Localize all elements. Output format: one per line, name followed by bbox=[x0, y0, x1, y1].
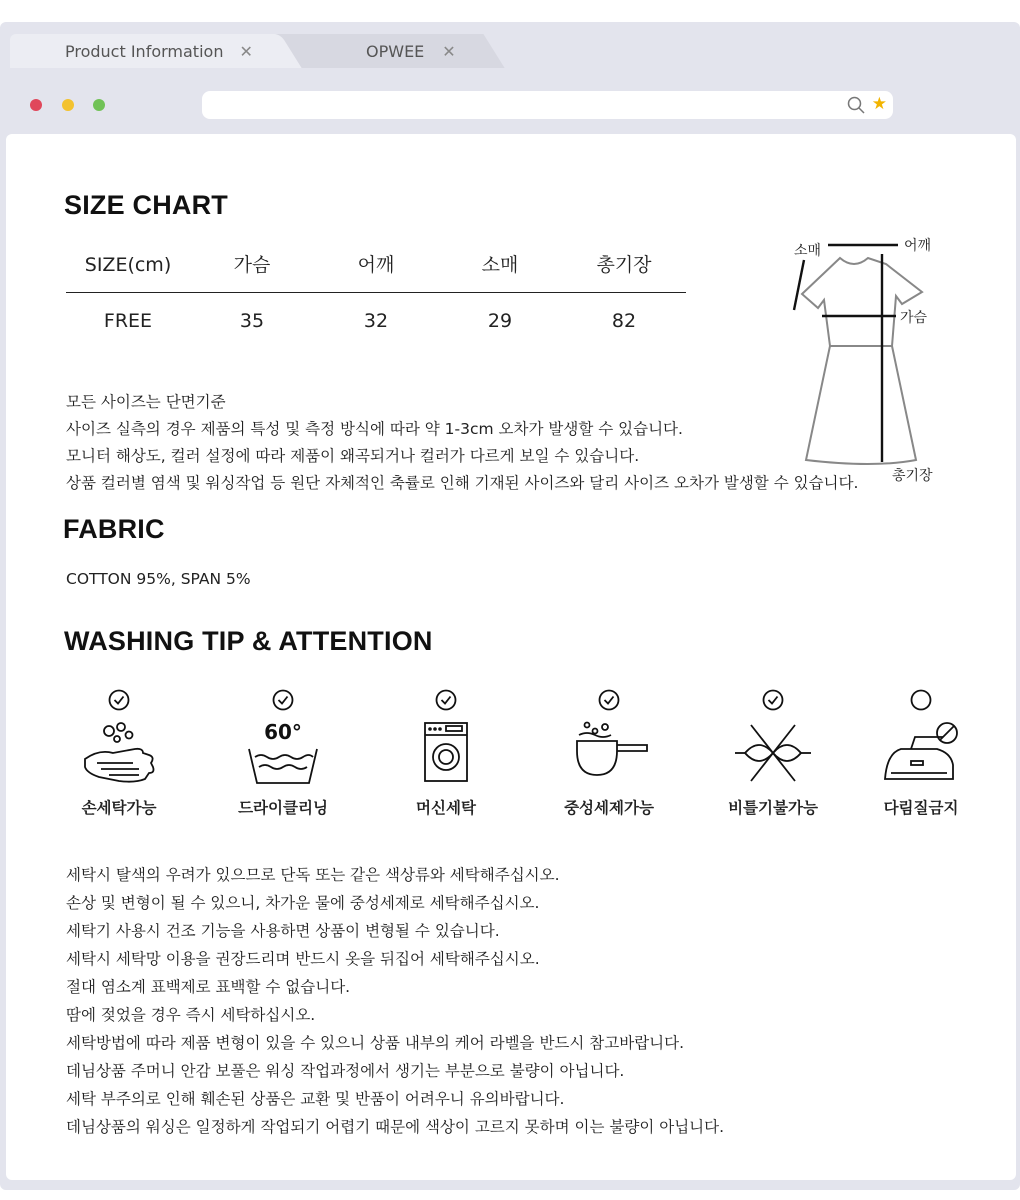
tab-label: Product Information bbox=[65, 41, 224, 61]
tip-line: 세탁 부주의로 인해 훼손된 상품은 교환 및 반품이 어려우니 유의바랍니다. bbox=[66, 1090, 565, 1108]
size-table bbox=[66, 250, 686, 349]
size-note: 모니터 해상도, 컬러 설정에 따라 제품이 왜곡되거나 컬러가 다르게 보일 수 있습니다. bbox=[66, 447, 640, 465]
shoulder-label: 어깨 bbox=[904, 238, 932, 254]
washing-icons bbox=[54, 689, 974, 834]
sleeve-measure-line bbox=[794, 260, 804, 310]
sleeve-label: 소매 bbox=[794, 243, 822, 259]
length-label: 총기장 bbox=[892, 468, 933, 484]
table-cell: FREE bbox=[103, 310, 153, 332]
wash-item-machine-wash bbox=[381, 689, 511, 834]
tab-label: OPWEE bbox=[366, 41, 425, 61]
table-header-cell: SIZE(cm) bbox=[84, 254, 172, 276]
table-header-cell: 소매 bbox=[481, 254, 519, 276]
wash-label: 드라이클리닝 bbox=[238, 799, 328, 817]
check-icon bbox=[598, 689, 620, 711]
table-header-cell: 가슴 bbox=[233, 254, 271, 276]
tab-product-information[interactable] bbox=[10, 34, 275, 68]
table-cell: 29 bbox=[487, 310, 513, 332]
hand-wash-icon bbox=[79, 719, 159, 787]
wash-item-neutral-detergent bbox=[544, 689, 674, 834]
check-icon bbox=[435, 689, 457, 711]
table-header-cell: 어깨 bbox=[357, 254, 395, 276]
tip-line: 땀에 젖었을 경우 즉시 세탁하십시오. bbox=[66, 1006, 316, 1024]
tip-line: 세탁시 탈색의 우려가 있으므로 단독 또는 같은 색상류와 세탁해주십시오. bbox=[66, 866, 560, 884]
dress-outline bbox=[802, 258, 922, 464]
tip-line: 데님상품 주머니 안감 보풀은 워싱 작업과정에서 생기는 부분으로 불량이 아닙니다. bbox=[66, 1062, 625, 1080]
wash-60-text: 60° bbox=[264, 720, 302, 744]
washing-machine-icon bbox=[406, 719, 486, 787]
wash-label: 머신세탁 bbox=[416, 799, 476, 817]
table-header-cell: 총기장 bbox=[596, 254, 652, 276]
tip-line: 세탁기 사용시 건조 기능을 사용하면 상품이 변형될 수 있습니다. bbox=[66, 922, 500, 940]
window-zoom-button[interactable] bbox=[93, 99, 105, 111]
no-wring-icon bbox=[733, 719, 813, 787]
table-cell: 35 bbox=[239, 310, 265, 332]
browser-window bbox=[0, 22, 1020, 1190]
star-icon[interactable]: ★ bbox=[871, 94, 887, 114]
close-icon[interactable]: ✕ bbox=[239, 41, 253, 61]
tip-line: 데님상품의 워싱은 일정하게 작업되기 어렵기 때문에 색상이 고르지 못하며 이는 불량이 아닙니다. bbox=[66, 1118, 725, 1136]
window-minimize-button[interactable] bbox=[62, 99, 74, 111]
wash-item-no-ironing bbox=[856, 689, 986, 834]
dress-measurement-diagram bbox=[784, 228, 984, 488]
size-note: 상품 컬러별 염색 및 워싱작업 등 원단 자체적인 축률로 인해 기재된 사이즈와 달리 사이즈 오차가 발생할 수 있습니다. bbox=[66, 474, 859, 492]
address-bar[interactable] bbox=[202, 91, 893, 119]
fabric-composition: COTTON 95%, SPAN 5% bbox=[66, 570, 251, 588]
table-row bbox=[66, 293, 686, 349]
table-cell: 32 bbox=[363, 310, 389, 332]
tip-line: 세탁방법에 따라 제품 변형이 있을 수 있으니 상품 내부의 케어 라벨을 반드시 참고바랍니다. bbox=[66, 1034, 685, 1052]
page-content bbox=[6, 134, 1016, 1180]
tip-line: 절대 염소계 표백제로 표백할 수 없습니다. bbox=[66, 978, 351, 996]
size-note: 사이즈 실측의 경우 제품의 특성 및 측정 방식에 따라 약 1-3cm 오차가 발생할 수 있습니다. bbox=[66, 420, 683, 438]
wash-label: 비틀기불가능 bbox=[728, 799, 818, 817]
neutral-detergent-icon bbox=[569, 719, 649, 787]
check-icon bbox=[108, 689, 130, 711]
wash-label: 다림질금지 bbox=[883, 799, 959, 817]
check-icon bbox=[272, 689, 294, 711]
fabric-title: FABRIC bbox=[63, 514, 165, 544]
size-notes bbox=[66, 389, 858, 497]
wash-item-hand-wash bbox=[54, 689, 184, 834]
size-chart-title: SIZE CHART bbox=[64, 190, 228, 220]
table-header-row bbox=[66, 250, 686, 292]
wash-label: 중성세제가능 bbox=[564, 799, 654, 817]
size-note: 모든 사이즈는 단면기준 bbox=[66, 393, 226, 411]
check-icon bbox=[762, 689, 784, 711]
washing-title: WASHING TIP & ATTENTION bbox=[64, 626, 433, 656]
no-ironing-icon bbox=[881, 719, 961, 787]
close-icon[interactable]: ✕ bbox=[442, 41, 456, 61]
search-icon[interactable] bbox=[847, 96, 865, 114]
tip-line: 손상 및 변형이 될 수 있으니, 차가운 물에 중성세제로 세탁해주십시오. bbox=[66, 894, 540, 912]
window-close-button[interactable] bbox=[30, 99, 42, 111]
wash-item-dry-cleaning bbox=[218, 689, 348, 834]
wash-label: 손세탁가능 bbox=[81, 799, 157, 817]
washing-tips bbox=[66, 861, 724, 1141]
wash-60-icon bbox=[243, 719, 323, 787]
unchecked-circle-icon bbox=[910, 689, 932, 711]
tip-line: 세탁시 세탁망 이용을 권장드리며 반드시 옷을 뒤집어 세탁해주십시오. bbox=[66, 950, 540, 968]
wash-item-no-wring bbox=[708, 689, 838, 834]
table-cell: 82 bbox=[611, 310, 637, 332]
chest-label: 가슴 bbox=[900, 310, 928, 326]
